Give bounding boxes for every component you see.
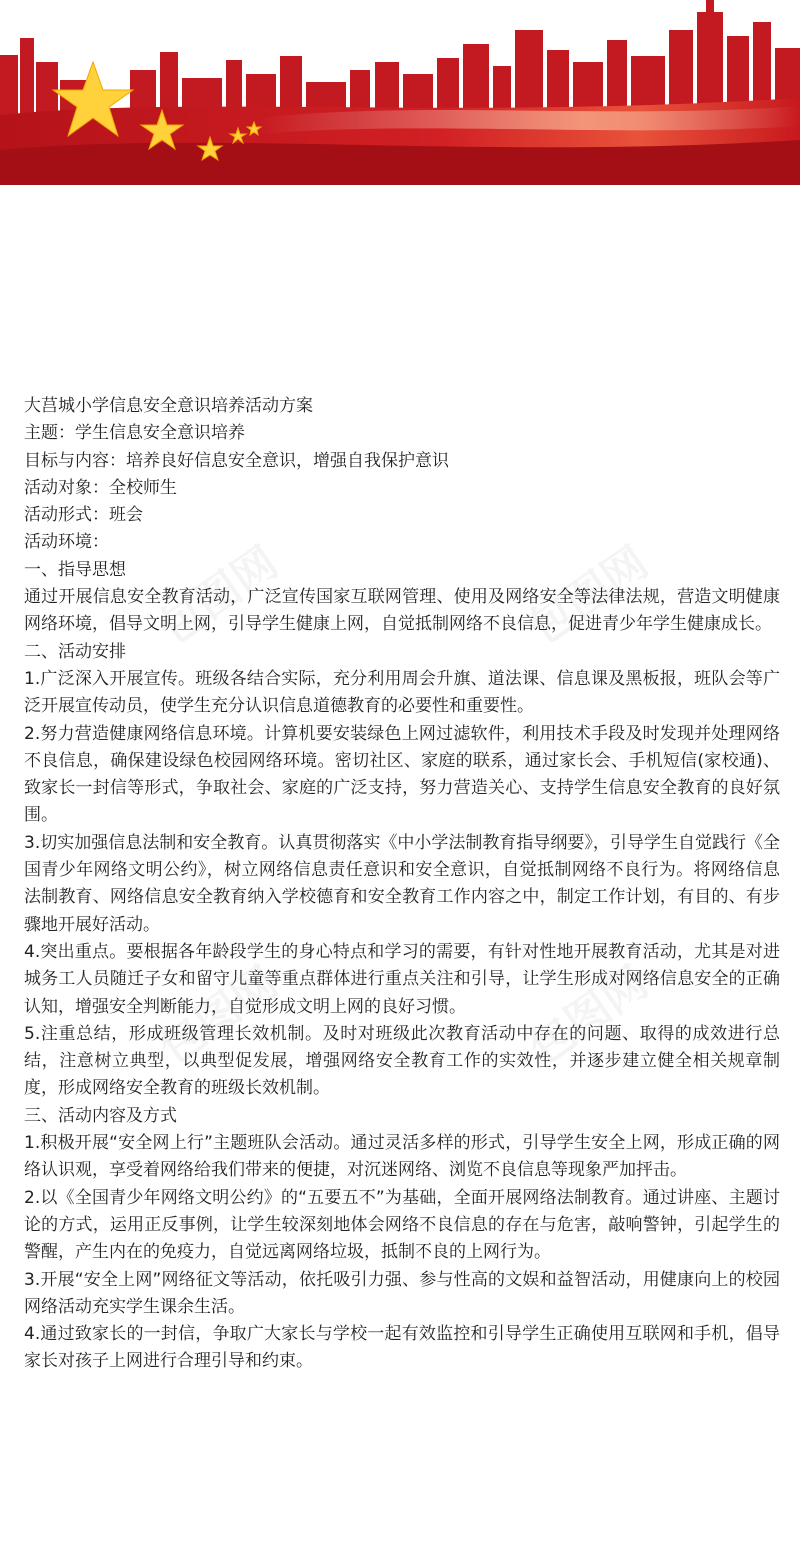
header-banner (0, 0, 800, 185)
document-body (24, 393, 780, 1376)
paragraph: 3.切实加强信息法制和安全教育。认真贯彻落实《中小学法制教育指导纲要》，引导学生自觉践行《全国青少年网络文明公约》，树立网络信息责任意识和安全意识，自觉抵制网络不良行为。将网络信息法制教育、网络信息安全教育纳入学校德育和安全教育工作内容之中，制定工作计划，有目的、有步骤地开展好活动。 (24, 832, 780, 935)
section-heading: 二、活动安排 (24, 641, 126, 662)
meta-line: 主题：学生信息安全意识培养 (24, 423, 245, 444)
paragraph: 通过开展信息安全教育活动，广泛宣传国家互联网管理、使用及网络安全等法律法规，营造文明健康网络环境，倡导文明上网，引导学生健康上网，自觉抵制网络不良信息，促进青少年学生健康成长。 (24, 587, 780, 635)
paragraph: 4.通过致家长的一封信，争取广大家长与学校一起有效监控和引导学生正确使用互联网和手机，倡导家长对孩子上网进行合理引导和约束。 (24, 1324, 780, 1372)
meta-line: 目标与内容：培养良好信息安全意识，增强自我保护意识 (24, 450, 449, 471)
meta-line: 活动对象：全校师生 (24, 477, 177, 498)
paragraph: 1.广泛深入开展宣传。班级各结合实际，充分利用周会升旗、道法课、信息课及黑板报，班队会等广泛开展宣传动员，使学生充分认识信息道德教育的必要性和重要性。 (24, 668, 780, 717)
paragraph: 5.注重总结，形成班级管理长效机制。及时对班级此次教育活动中存在的问题、取得的成效进行总结，注意树立典型，以典型促发展，增强网络安全教育工作的实效性，并逐步建立健全相关规章制度，形成网络安全教育的班级长效机制。 (24, 1023, 780, 1099)
section-heading: 一、指导思想 (24, 559, 126, 580)
paragraph: 2.努力营造健康网络信息环境。计算机要安装绿色上网过滤软件，利用技术手段及时发现并处理网络不良信息，确保建设绿色校园网络环境。密切社区、家庭的联系，通过家长会、手机短信(家校通)、致家长一封信等形式，争取社会、家庭的广泛支持，努力营造关心、支持学生信息安全教育的良好氛围。 (24, 723, 780, 826)
paragraph: 1.积极开展“安全网上行”主题班队会活动。通过灵活多样的形式，引导学生安全上网，形成正确的网络认识观，享受着网络给我们带来的便捷，对沉迷网络、浏览不良信息等现象严加抨击。 (24, 1133, 780, 1181)
banner-graphic (0, 0, 800, 185)
meta-line: 活动形式：班会 (24, 505, 143, 526)
document-title: 大莒城小学信息安全意识培养活动方案 (24, 396, 313, 416)
paragraph: 3.开展“安全上网”网络征文等活动，依托吸引力强、参与性高的文娱和益智活动，用健康向上的校园网络活动充实学生课余生活。 (24, 1269, 780, 1317)
meta-line: 活动环境： (24, 532, 109, 553)
section-heading: 三、活动内容及方式 (24, 1105, 177, 1126)
paragraph: 4.突出重点。要根据各年龄段学生的身心特点和学习的需要，有针对性地开展教育活动，尤其是对进城务工人员随迁子女和留守儿童等重点群体进行重点关注和引导，让学生形成对网络信息安全的正确认知，增强安全判断能力，自觉形成文明上网的良好习惯。 (24, 941, 780, 1017)
paragraph: 2.以《全国青少年网络文明公约》的“五要五不”为基础，全面开展网络法制教育。通过讲座、主题讨论的方式，运用正反事例，让学生较深刻地体会网络不良信息的存在与危害，敲响警钟，引起学生的警醒，产生内在的免疫力，自觉远离网络垃圾，抵制不良的上网行为。 (24, 1187, 780, 1263)
